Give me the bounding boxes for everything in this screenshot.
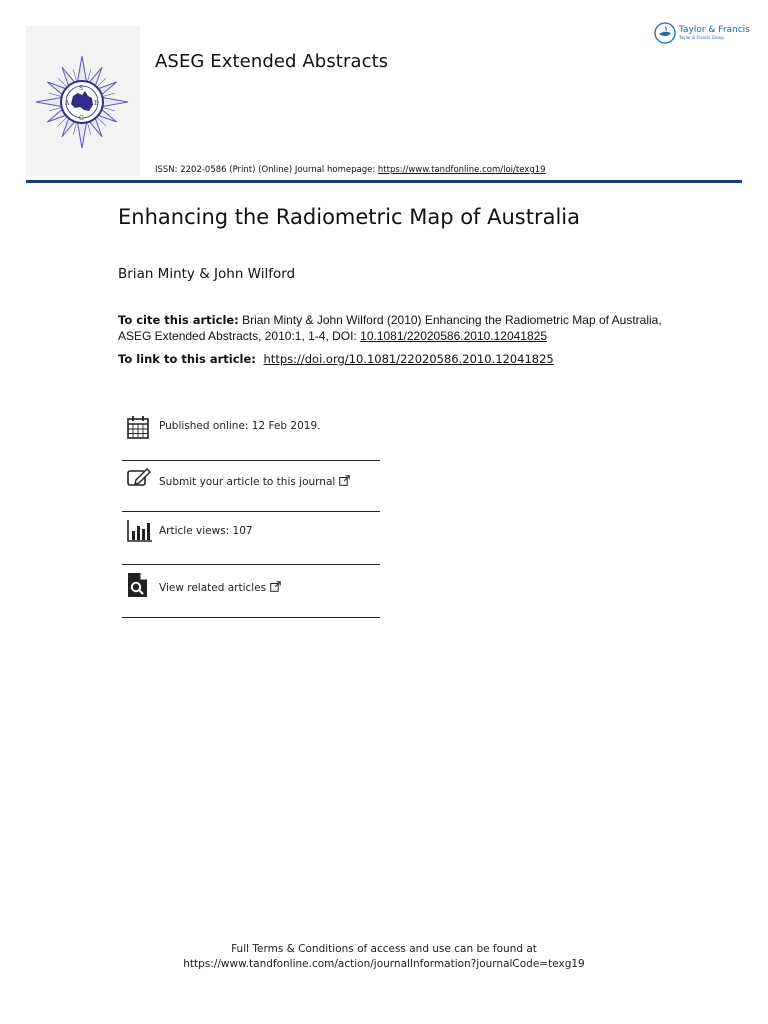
related-articles-label: View related articles [159, 582, 267, 594]
journal-logo [26, 26, 140, 176]
journal-title: ASEG Extended Abstracts [155, 51, 389, 72]
info-divider [122, 460, 380, 461]
terms-url[interactable]: https://www.tandfonline.com/action/journalInformation?journalCode=texg19 [183, 958, 585, 970]
svg-text:E: E [94, 100, 99, 107]
cite-text: Brian Minty & John Wilford (2010) Enhancing the Radiometric Map of Australia, ASEG Extended Abstracts, 2010:1, 1-4, DOI: [118, 313, 662, 343]
submit-article-label: Submit your article to this journal [159, 476, 336, 488]
svg-text:A: A [65, 100, 70, 107]
article-authors: Brian Minty & John Wilford [118, 266, 296, 282]
related-articles-row[interactable] [122, 572, 380, 602]
related-articles-link[interactable] [159, 581, 281, 594]
calendar-icon [127, 415, 149, 439]
submit-article-row[interactable] [122, 467, 380, 497]
svg-text:S: S [79, 85, 84, 92]
citation-block [118, 312, 678, 344]
publisher-name: Taylor & Francis [679, 25, 750, 35]
terms-footer [0, 942, 768, 972]
article-views-count: Article views: 107 [159, 525, 253, 537]
publisher-subtitle: Taylor & Francis Group [679, 35, 724, 40]
article-doi-link[interactable]: https://doi.org/10.1081/22020586.2010.12041825 [263, 352, 554, 366]
external-link-icon [270, 581, 281, 592]
cite-doi-link[interactable]: 10.1081/22020586.2010.12041825 [360, 329, 547, 343]
external-link-icon [339, 475, 350, 486]
header-divider [26, 180, 742, 183]
published-date: Published online: 12 Feb 2019. [159, 420, 321, 432]
link-label: To link to this article: [118, 352, 256, 366]
submit-article-link[interactable] [159, 475, 350, 488]
issn-text: ISSN: 2202-0586 (Print) (Online) Journal homepage: [155, 165, 376, 175]
issn-line [155, 165, 546, 175]
terms-text: Full Terms & Conditions of access and use can be found at [231, 943, 537, 955]
article-views-row [122, 518, 380, 546]
published-row [122, 414, 380, 442]
journal-homepage-link[interactable]: https://www.tandfonline.com/loi/texg19 [377, 165, 546, 175]
cite-label: To cite this article: [118, 313, 239, 327]
article-link-line [118, 352, 554, 366]
taylor-francis-lamp-icon [654, 22, 676, 44]
bar-chart-icon [127, 520, 153, 542]
aseg-star-emblem-icon [33, 54, 131, 150]
document-search-icon [127, 572, 149, 598]
article-title: Enhancing the Radiometric Map of Australia [118, 205, 581, 229]
info-divider [122, 617, 380, 618]
svg-text:G: G [79, 115, 84, 122]
edit-icon [127, 468, 151, 488]
publisher-logo[interactable] [654, 22, 750, 44]
info-divider [122, 564, 380, 565]
info-divider [122, 511, 380, 512]
